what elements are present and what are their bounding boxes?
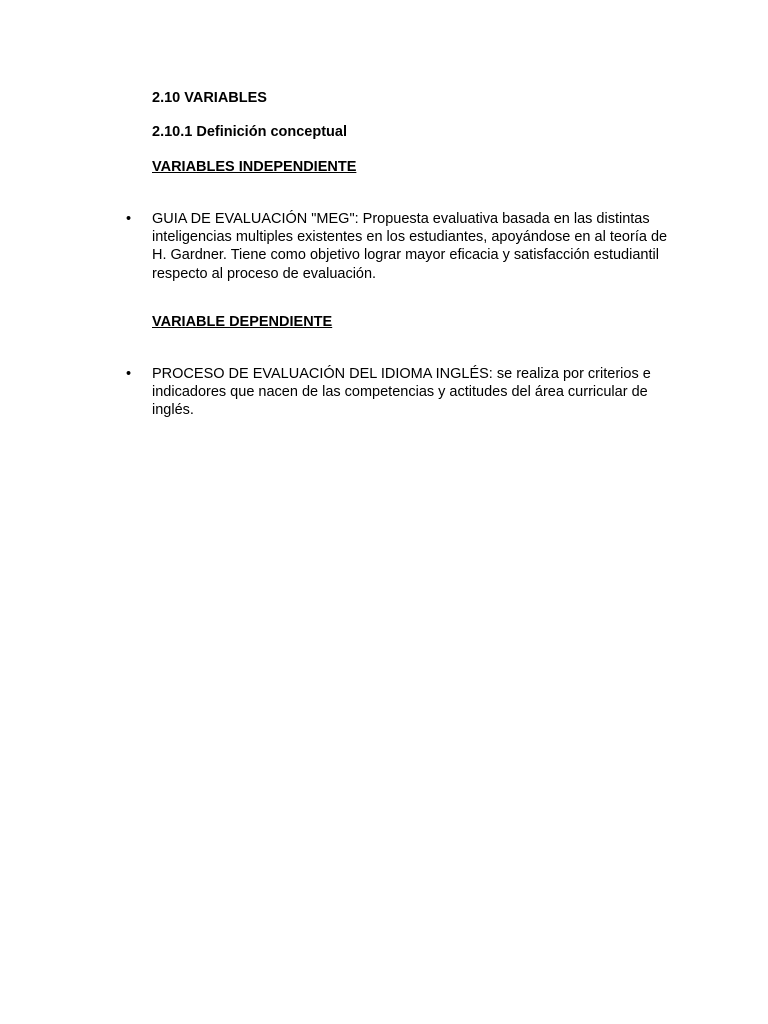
independent-variable-text: GUIA DE EVALUACIÓN "MEG": Propuesta evaluativa basada en las distintas inteligencias multiples existentes en los estudiantes, apoyándose en al teoría de H. Gardner. Tiene como objetivo lograr mayor eficacia y satisfacción estudiantil respecto al proceso de evaluación.: [152, 211, 668, 282]
dependent-variable-heading: VARIABLE DEPENDIENTE: [152, 314, 333, 330]
bullet-icon: •: [126, 211, 132, 227]
section-heading: 2.10 VARIABLES: [152, 90, 267, 106]
subsection-heading: 2.10.1 Definición conceptual: [152, 124, 347, 140]
dependent-variable-text: PROCESO DE EVALUACIÓN DEL IDIOMA INGLÉS: se realiza por criterios e indicadores que nacen de las competencias y actitudes del área curricular de inglés.: [152, 366, 651, 419]
independent-variable-heading: VARIABLES INDEPENDIENTE: [152, 159, 357, 175]
bullet-icon: •: [126, 366, 132, 382]
